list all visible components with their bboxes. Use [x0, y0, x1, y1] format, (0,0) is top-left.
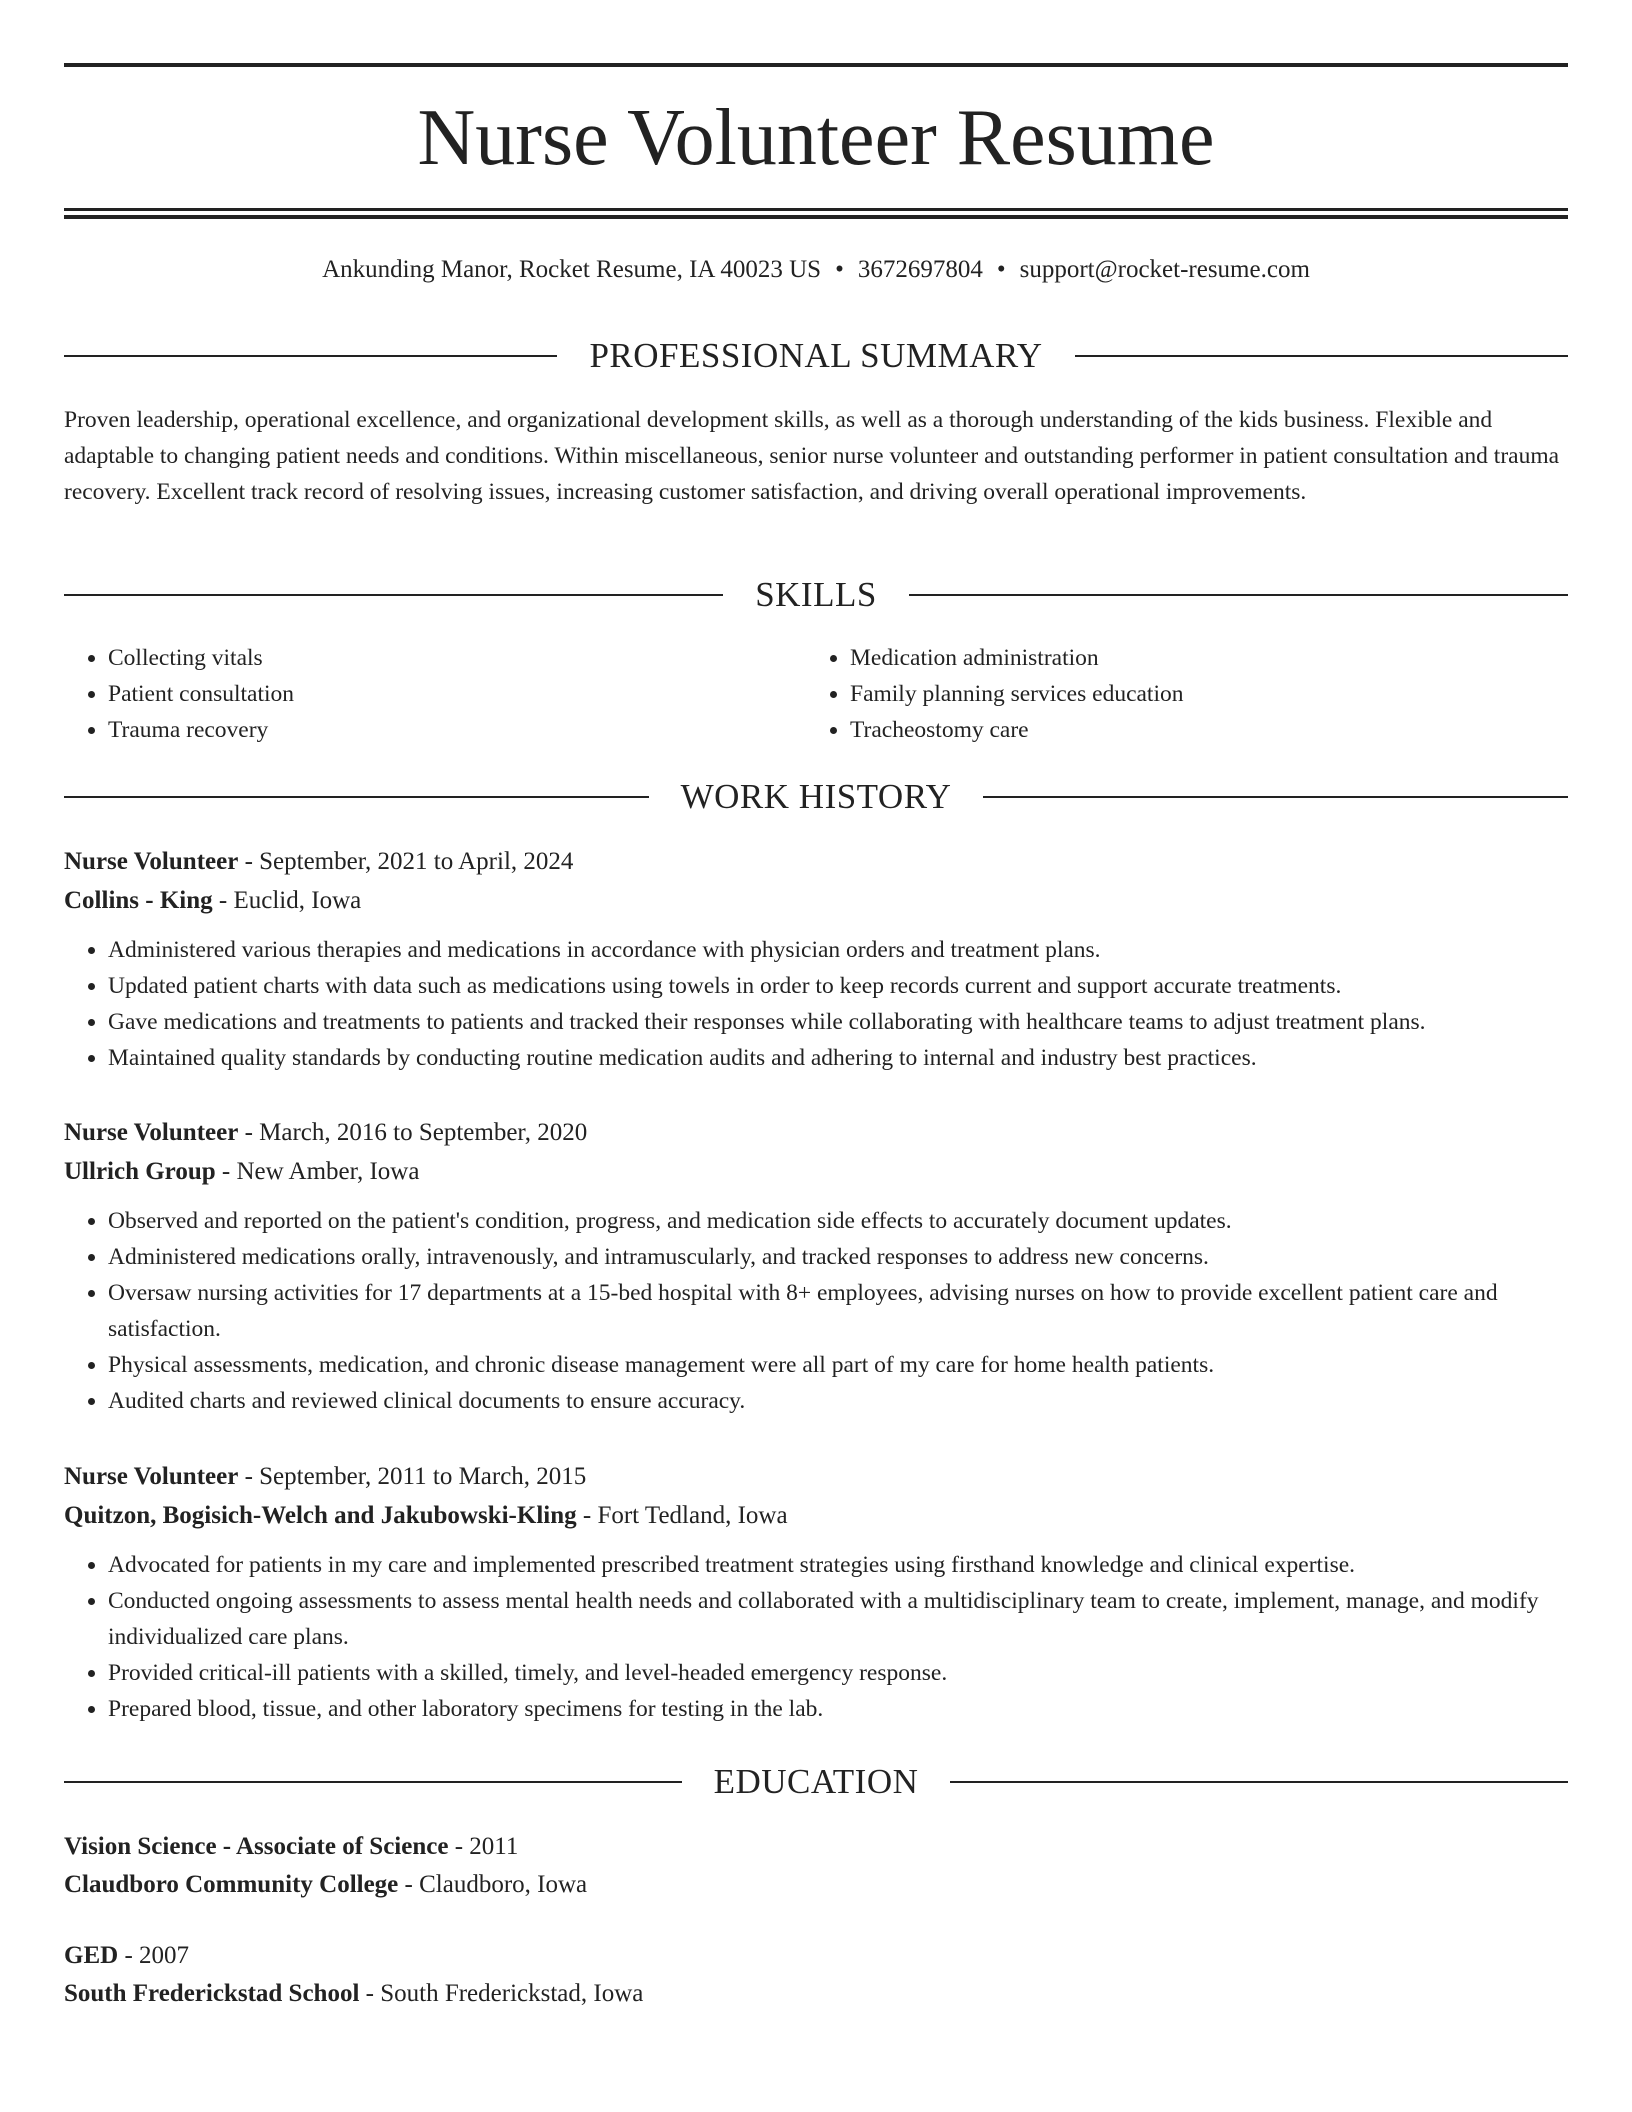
contact-separator: • [835, 256, 844, 283]
job-dates: - September, 2011 to March, 2015 [244, 1463, 587, 1490]
skill-item: • Medication administration [850, 640, 1548, 676]
summary-text: Proven leadership, operational excellence, and organizational development skills, as well as a thorough understanding of the kids business. Flexible and adaptable to changing patient needs and conditions. Within miscellaneous, senior nurse volunteer and outstanding performer in patient consultation and trauma recovery. Excellent track record of resolving issues, increasing customer satisfaction, and driving overall operational improvements. [64, 407, 1560, 505]
contact-line [64, 254, 1568, 286]
education-year: - 2011 [454, 1833, 519, 1860]
education-degree-line [64, 1828, 1568, 1866]
education-school-line [64, 1975, 1568, 2013]
job-company-line [64, 881, 1568, 920]
job-company-line [64, 1152, 1568, 1191]
job-bullet: • Oversaw nursing activities for 17 departments at a 15-bed hospital with 8+ employees, advising nurses on how to provide excellent patient care and satisfaction. [108, 1275, 1568, 1347]
job-title: Nurse Volunteer [64, 1463, 239, 1490]
education-year: - 2007 [124, 1942, 190, 1969]
section-heading-summary [64, 336, 1568, 376]
job-title-line [64, 1457, 1568, 1496]
resume-title: Nurse Volunteer Resume [417, 94, 1215, 182]
skill-item: • Collecting vitals [108, 640, 806, 676]
education-location: - Claudboro, Iowa [404, 1871, 588, 1898]
education-degree: Vision Science - Associate of Science [64, 1833, 449, 1860]
title-rule-lower [64, 215, 1568, 219]
job-entry [64, 842, 1568, 1076]
job-bullets [64, 1203, 1568, 1419]
skill-item: • Tracheostomy care [850, 712, 1548, 748]
heading-rule [64, 1781, 682, 1783]
section-title: PROFESSIONAL SUMMARY [589, 336, 1043, 375]
skills-column-left [64, 640, 806, 748]
heading-rule [64, 355, 557, 357]
job-bullet: • Administered medications orally, intravenously, and intramuscularly, and tracked responses to address new concerns. [108, 1239, 1568, 1275]
section-title: EDUCATION [713, 1762, 919, 1801]
job-company-line [64, 1496, 1568, 1535]
heading-rule [950, 1781, 1568, 1783]
skills-list [64, 640, 1568, 748]
job-bullet: • Conducted ongoing assessments to assess mental health needs and collaborated with a multidisciplinary team to create, implement, manage, and modify individualized care plans. [108, 1583, 1568, 1655]
contact-email: support@rocket-resume.com [1019, 256, 1310, 283]
section-heading-skills [64, 575, 1568, 615]
skills-column-right [806, 640, 1548, 748]
section-heading-education [64, 1762, 1568, 1802]
job-company: Ullrich Group [64, 1158, 216, 1185]
contact-separator: • [996, 256, 1006, 283]
job-entry [64, 1113, 1568, 1419]
job-title-line [64, 1113, 1568, 1152]
job-bullet: • Observed and reported on the patient's condition, progress, and medication side effects to accurately document updates. [108, 1203, 1568, 1239]
heading-rule [1075, 355, 1568, 357]
job-bullets [64, 932, 1568, 1076]
top-rule [64, 63, 1568, 67]
job-title-line [64, 842, 1568, 881]
title-rule-upper [64, 208, 1568, 211]
job-dates: - March, 2016 to September, 2020 [244, 1119, 588, 1146]
contact-address: Ankunding Manor, Rocket Resume, IA 40023 US [322, 256, 822, 283]
job-bullets [64, 1547, 1568, 1727]
education-location: - South Frederickstad, Iowa [365, 1980, 644, 2007]
job-location: - New Amber, Iowa [221, 1158, 420, 1185]
education-school: Claudboro Community College [64, 1871, 399, 1898]
job-bullet: • Advocated for patients in my care and implemented prescribed treatment strategies using firsthand knowledge and clinical expertise. [108, 1547, 1568, 1583]
heading-rule [64, 796, 649, 798]
job-company: Quitzon, Bogisich-Welch and Jakubowski-Kling [64, 1502, 577, 1529]
job-location: - Fort Tedland, Iowa [582, 1502, 788, 1529]
job-bullet: • Physical assessments, medication, and chronic disease management were all part of my care for home health patients. [108, 1347, 1568, 1383]
heading-rule [983, 796, 1568, 798]
job-location: - Euclid, Iowa [218, 887, 362, 914]
skill-item: • Family planning services education [850, 676, 1548, 712]
job-bullet: • Updated patient charts with data such as medications using towels in order to keep records current and support accurate treatments. [108, 968, 1568, 1004]
education-degree: GED [64, 1942, 119, 1969]
heading-rule [64, 594, 723, 596]
section-title: WORK HISTORY [680, 777, 952, 816]
heading-rule [909, 594, 1568, 596]
education-entry [64, 1828, 1568, 1904]
job-company: Collins - King [64, 887, 213, 914]
skill-item: • Trauma recovery [108, 712, 806, 748]
job-title: Nurse Volunteer [64, 848, 239, 875]
skill-item: • Patient consultation [108, 676, 806, 712]
job-dates: - September, 2021 to April, 2024 [244, 848, 574, 875]
education-school-line [64, 1866, 1568, 1904]
job-bullet: • Provided critical-ill patients with a skilled, timely, and level-headed emergency response. [108, 1655, 1568, 1691]
job-title: Nurse Volunteer [64, 1119, 239, 1146]
section-heading-work [64, 777, 1568, 817]
education-degree-line [64, 1937, 1568, 1975]
job-bullet: • Maintained quality standards by conducting routine medication audits and adhering to internal and industry best practices. [108, 1040, 1568, 1076]
job-bullet: • Gave medications and treatments to patients and tracked their responses while collaborating with healthcare teams to adjust treatment plans. [108, 1004, 1568, 1040]
job-bullet: • Administered various therapies and medications in accordance with physician orders and treatment plans. [108, 932, 1568, 968]
job-entry [64, 1457, 1568, 1727]
education-school: South Frederickstad School [64, 1980, 360, 2007]
job-bullet: • Audited charts and reviewed clinical documents to ensure accuracy. [108, 1383, 1568, 1419]
section-title: SKILLS [755, 575, 877, 614]
contact-phone: 3672697804 [857, 256, 983, 283]
education-entry [64, 1937, 1568, 2013]
job-bullet: • Prepared blood, tissue, and other laboratory specimens for testing in the lab. [108, 1691, 1568, 1727]
